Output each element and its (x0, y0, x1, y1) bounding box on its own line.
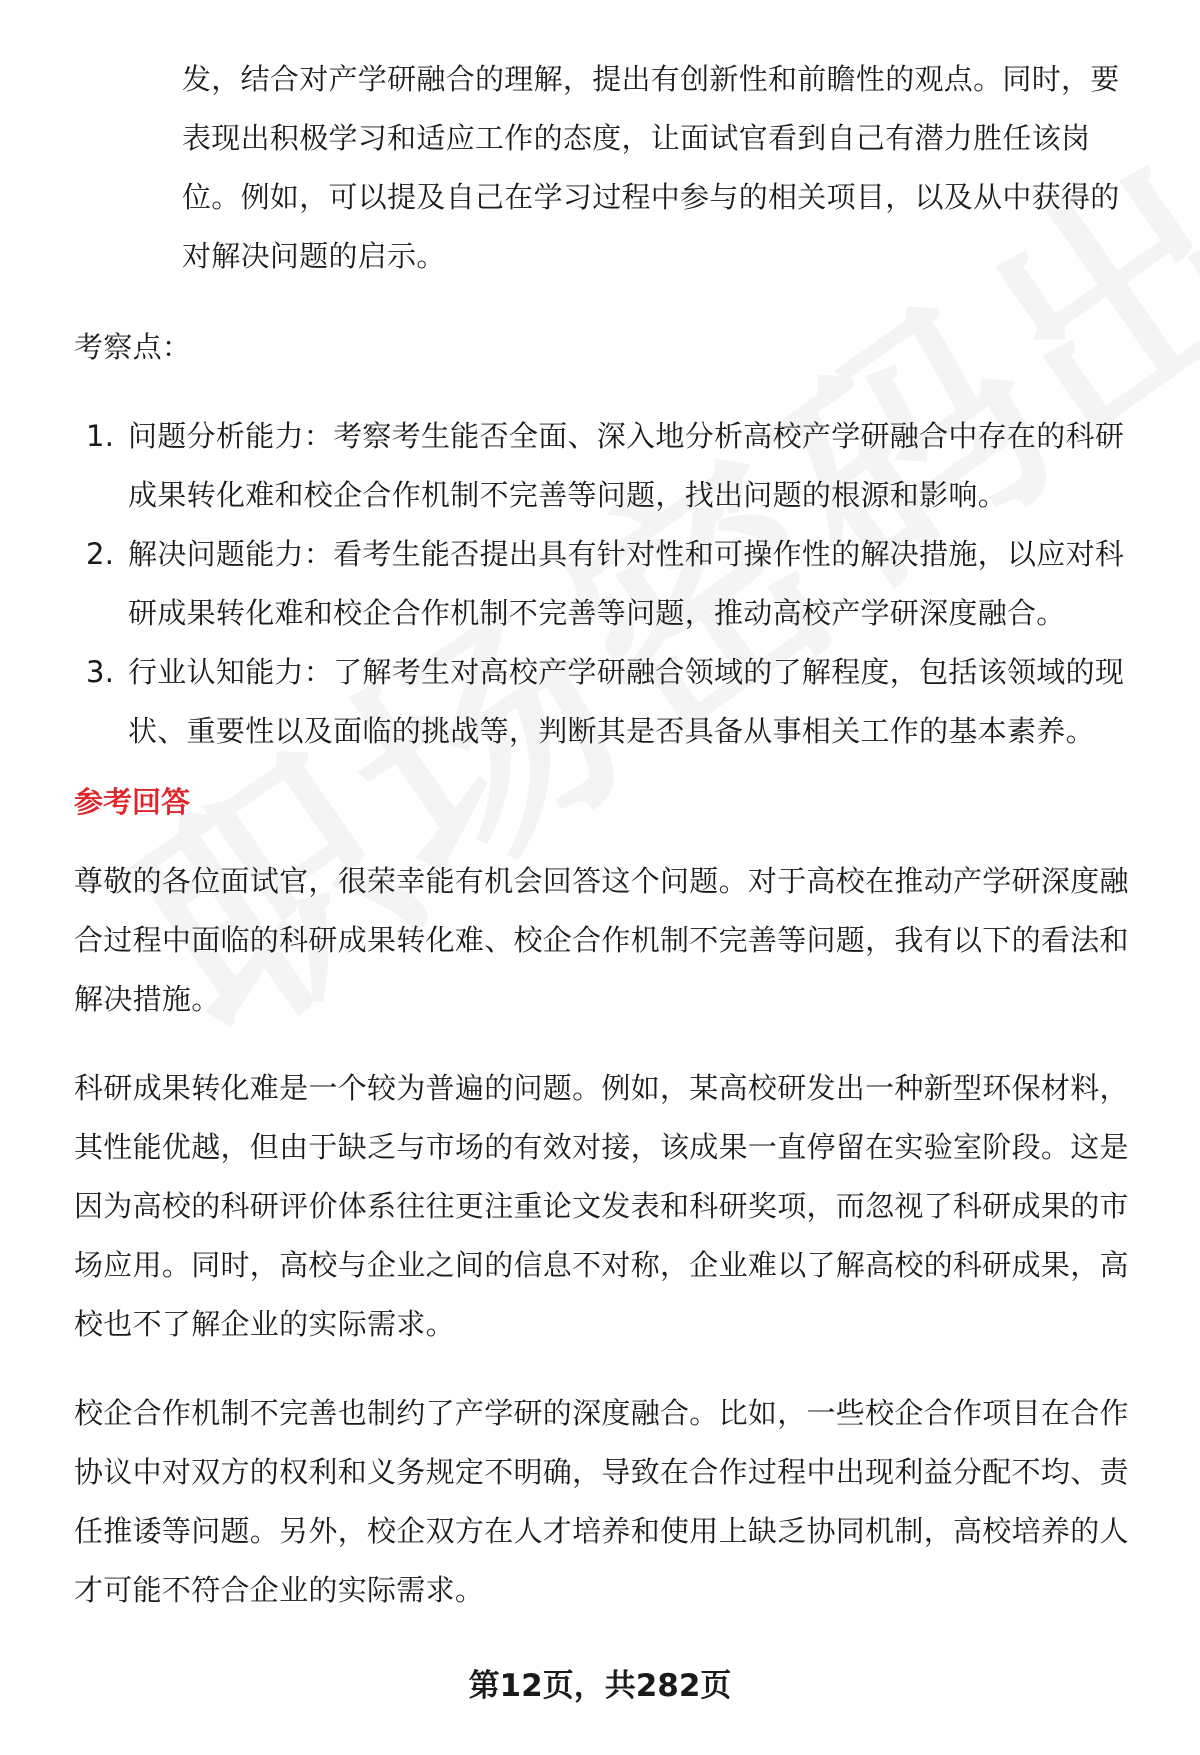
intro-paragraph: 发，结合对产学研融合的理解，提出有创新性和前瞻性的观点。同时，要表现出积极学习和适应工作的态度，让面试官看到自己有潜力胜任该岗位。例如，可以提及自己在学习过程中参与的相关项目，以及从中获得的对解决问题的启示。 (182, 62, 1120, 273)
answer-paragraph: 尊敬的各位面试官，很荣幸能有机会回答这个问题。对于高校在推动产学研深度融合过程中面临的科研成果转化难、校企合作机制不完善等问题，我有以下的看法和解决措施。 (74, 864, 1129, 1016)
assessment-point-number: 2. (86, 537, 115, 571)
answer-paragraph: 科研成果转化难是一个较为普遍的问题。例如，某高校研发出一种新型环保材料，其性能优越，但由于缺乏与市场的有效对接，该成果一直停留在实验室阶段。这是因为高校的科研评价体系往往更注重论文发表和科研奖项，而忽视了科研成果的市场应用。同时，高校与企业之间的信息不对称，企业难以了解高校的科研成果，高校也不了解企业的实际需求。 (74, 1071, 1129, 1341)
assessment-points-list (74, 407, 1134, 761)
page-number-footer: 第12页，共282页 (468, 1668, 732, 1704)
reference-answer-heading: 参考回答 (74, 785, 191, 819)
assessment-point-number: 1. (86, 419, 115, 453)
assessment-point (74, 643, 1134, 761)
assessment-label: 考察点： (74, 330, 192, 364)
assessment-point (74, 525, 1134, 643)
assessment-point-number: 3. (86, 655, 115, 689)
assessment-point-text: 解决问题能力：看考生能否提出具有针对性和可操作性的解决措施，以应对科研成果转化难和校企合作机制不完善等问题，推动高校产学研深度融合。 (128, 537, 1125, 630)
page-content (74, 50, 1134, 1650)
assessment-point-text: 行业认知能力：了解考生对高校产学研融合领域的了解程度，包括该领域的现状、重要性以及面临的挑战等，判断其是否具备从事相关工作的基本素养。 (128, 655, 1125, 748)
assessment-point-text: 问题分析能力：考察考生能否全面、深入地分析高校产学研融合中存在的科研成果转化难和校企合作机制不完善等问题，找出问题的根源和影响。 (128, 419, 1125, 512)
assessment-point (74, 407, 1134, 525)
answer-paragraph: 校企合作机制不完善也制约了产学研的深度融合。比如，一些校企合作项目在合作协议中对双方的权利和义务规定不明确，导致在合作过程中出现利益分配不均、责任推诿等问题。另外，校企双方在人才培养和使用上缺乏协同机制，高校培养的人才可能不符合企业的实际需求。 (74, 1396, 1129, 1607)
